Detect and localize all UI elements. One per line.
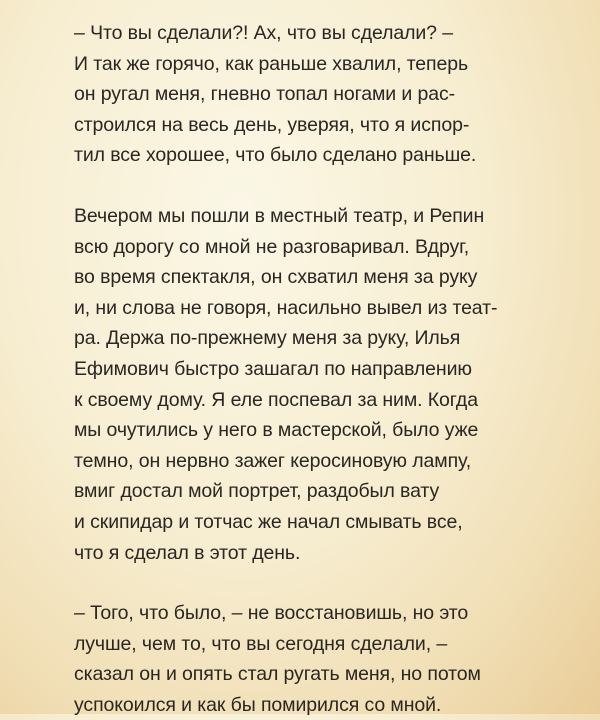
text-line: он ругал меня, гневно топал ногами и рас- xyxy=(74,83,456,106)
text-line: во время спектакля, он схватил меня за руку xyxy=(74,266,478,289)
paragraph-3 xyxy=(74,598,540,720)
text-line: сказал он и опять стал ругать меня, но потом xyxy=(74,663,481,686)
text-line: Вечером мы пошли в местный театр, и Репин xyxy=(74,204,485,227)
text-line: что я сделал в этот день. xyxy=(74,541,301,564)
text-line: и скипидар и тотчас же начал смывать все, xyxy=(74,510,463,533)
text-line: и, ни слова не говоря, насильно вывел из теат- xyxy=(74,296,498,319)
text-line: к своему дому. Я еле поспевал за ним. Когда xyxy=(74,388,478,411)
text-line: Ефимович быстро зашагал по направлению xyxy=(74,357,472,380)
text-line: строился на весь день, уверяя, что я испор- xyxy=(74,113,470,136)
text-line: вмиг достал мой портрет, раздобыл вату xyxy=(74,480,440,503)
text-line: темно, он нервно зажег керосиновую лампу, xyxy=(74,449,472,472)
text-line: мы очутились у него в мастерской, было уже xyxy=(74,419,479,442)
paragraph-1 xyxy=(74,18,540,171)
text-line: лучше, чем то, что вы сегодня сделали, – xyxy=(74,632,448,655)
text-line: успокоился и как бы помирился со мной. xyxy=(74,693,442,716)
text-line: ра. Держа по-прежнему меня за руку, Илья xyxy=(74,327,461,350)
text-line: всю дорогу со мной не разговаривал. Вдруг, xyxy=(74,235,470,258)
text-line: тил все хорошее, что было сделано раньше. xyxy=(74,144,477,167)
text-line: И так же горячо, как раньше хвалил, теперь xyxy=(74,52,469,75)
text-line: – Что вы сделали?! Ах, что вы сделали? – xyxy=(74,22,453,44)
text-line: – Того, что было, – не восстановишь, но это xyxy=(74,602,469,625)
paragraph-2 xyxy=(74,201,540,568)
